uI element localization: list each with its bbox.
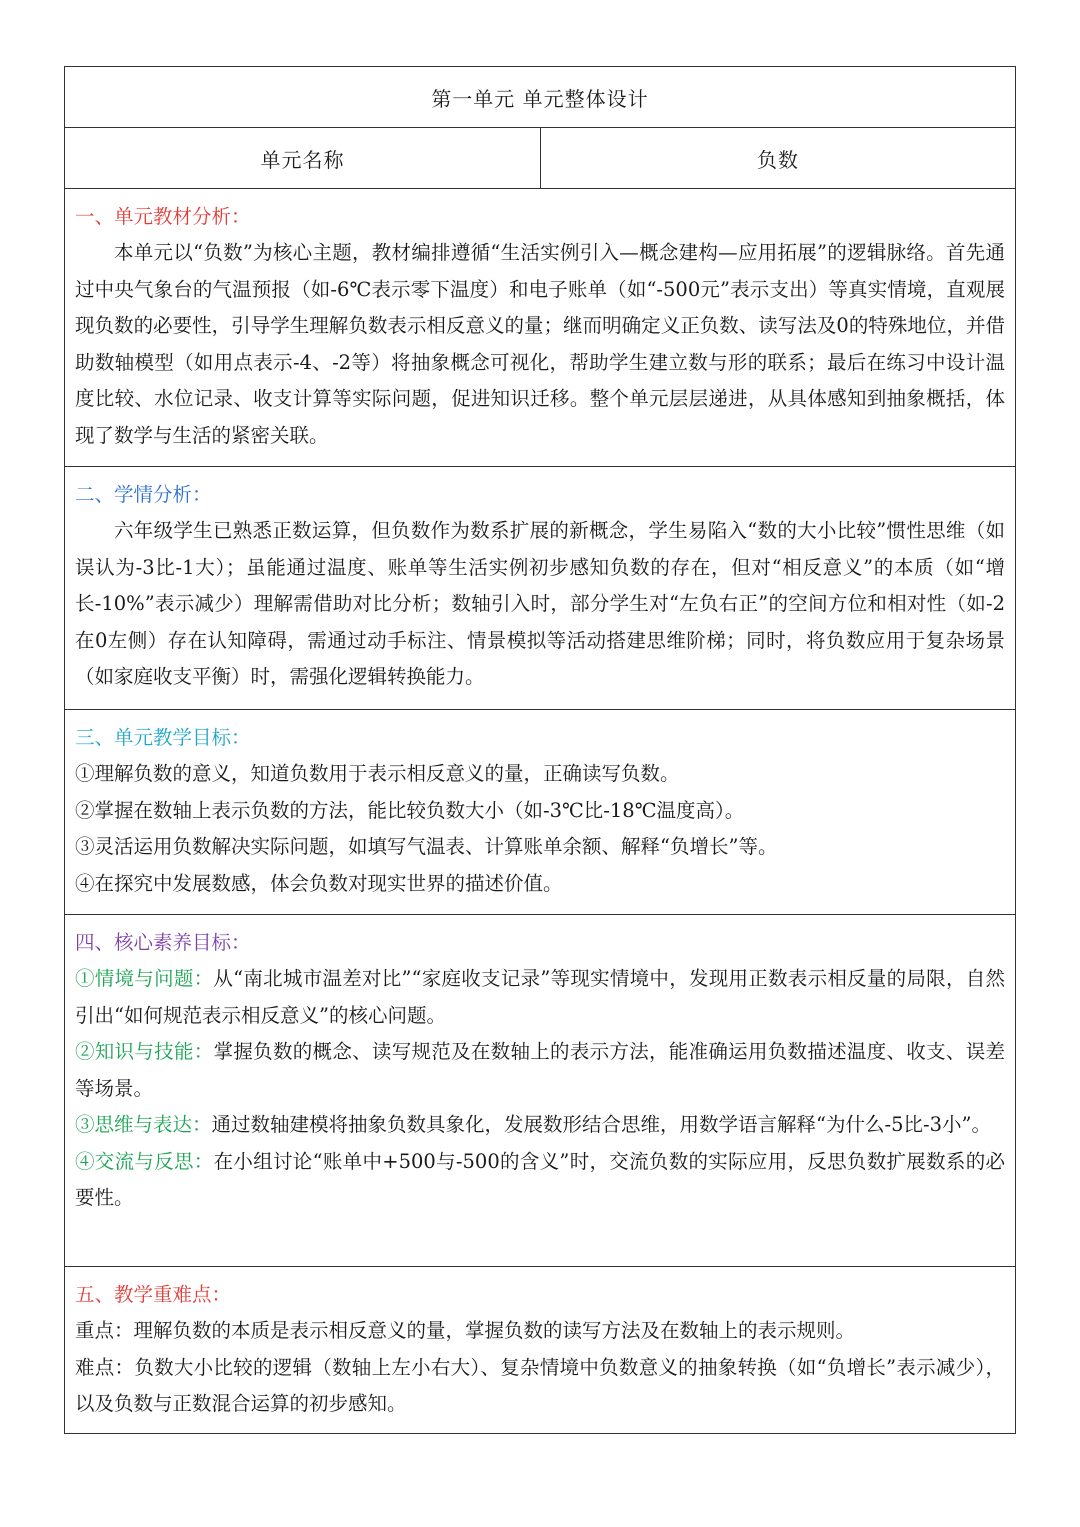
literacy-label: ③思维与表达：: [75, 1113, 212, 1136]
goal-item: ①理解负数的意义，知道负数用于表示相反意义的量，正确读写负数。: [75, 762, 680, 785]
literacy-item: [75, 1034, 1005, 1107]
key-point: 重点：理解负数的本质是表示相反意义的量，掌握负数的读写方法及在数轴上的表示规则。: [75, 1319, 856, 1342]
goal-item: ②掌握在数轴上表示负数的方法，能比较负数大小（如-3℃比-18℃温度高）。: [75, 798, 745, 822]
literacy-label: ①情境与问题：: [75, 967, 214, 990]
literacy-text: 在小组讨论“账单中+500与-500的含义”时，交流负数的实际应用，反思负数扩展数系的必要性。: [75, 1149, 1005, 1209]
page-title: 第一单元 单元整体设计: [65, 67, 1015, 128]
literacy-text: 掌握负数的概念、读写规范及在数轴上的表示方法，能准确运用负数描述温度、收支、误差等场景。: [75, 1040, 1005, 1100]
literacy-text: 从“南北城市温差对比”“家庭收支记录”等现实情境中，发现用正数表示相反量的局限，自然引出“如何规范表示相反意义”的核心问题。: [75, 967, 1005, 1027]
section-heading: 四、核心素养目标：: [75, 931, 251, 954]
literacy-item: [75, 961, 1005, 1034]
unit-name-value: 负数: [757, 147, 799, 172]
section-textbook-analysis: [65, 189, 1015, 467]
section-key-difficult-points: [65, 1267, 1015, 1433]
goal-item: ④在探究中发展数感，体会负数对现实世界的描述价值。: [75, 871, 563, 895]
section-heading: 一、单元教材分析：: [75, 205, 251, 228]
unit-name-row: [65, 128, 1015, 189]
literacy-label: ②知识与技能：: [75, 1040, 214, 1063]
literacy-text: 通过数轴建模将抽象负数具象化，发展数形结合思维，用数学语言解释“为什么-5比-3小”。: [211, 1113, 991, 1136]
literacy-item: [75, 1107, 1005, 1144]
section-student-analysis: [65, 467, 1015, 710]
literacy-item: [75, 1144, 1005, 1217]
goal-item: ③灵活运用负数解决实际问题，如填写气温表、计算账单余额、解释“负增长”等。: [75, 835, 778, 858]
literacy-label: ④交流与反思：: [75, 1149, 214, 1173]
section-body: 本单元以“负数”为核心主题，教材编排遵循“生活实例引入—概念建构—应用拓展”的逻辑脉络。首先通过中央气象台的气温预报（如-6℃表示零下温度）和电子账单（如“-500元”表示支出）等真实情境，直观展现负数的必要性，引导学生理解负数表示相反意义的量；继而明确定义正负数、读写法及0的特殊地位，并借助数轴模型（如用点表示-4、-2等）将抽象概念可视化，帮助学生建立数与形的联系；最后在练习中设计温度比较、水位记录、收支计算等实际问题，促进知识迁移。整个单元层层递进，从具体感知到抽象概括，体现了数学与生活的紧密关联。: [75, 241, 1005, 447]
section-core-literacy: [65, 915, 1015, 1267]
section-teaching-goals: [65, 710, 1015, 915]
section-body: 六年级学生已熟悉正数运算，但负数作为数系扩展的新概念，学生易陷入“数的大小比较”惯性思维（如误认为-3比-1大）；虽能通过温度、账单等生活实例初步感知负数的存在，但对“相反意义”的本质（如“增长-10%”表示减少）理解需借助对比分析；数轴引入时，部分学生对“左负右正”的空间方位和相对性（如-2在0左侧）存在认知障碍，需通过动手标注、情景模拟等活动搭建思维阶梯；同时，将负数应用于复杂场景（如家庭收支平衡）时，需强化逻辑转换能力。: [75, 519, 1005, 688]
section-heading: 二、学情分析：: [75, 483, 212, 506]
section-heading: 五、教学重难点：: [75, 1283, 232, 1306]
unit-design-table: [64, 66, 1016, 1434]
section-heading: 三、单元教学目标：: [75, 726, 251, 749]
unit-name-label: 单元名称: [65, 128, 541, 188]
difficult-point: 难点：负数大小比较的逻辑（数轴上左小右大）、复杂情境中负数意义的抽象转换（如“负增长”表示减少），以及负数与正数混合运算的初步感知。: [75, 1355, 1005, 1415]
